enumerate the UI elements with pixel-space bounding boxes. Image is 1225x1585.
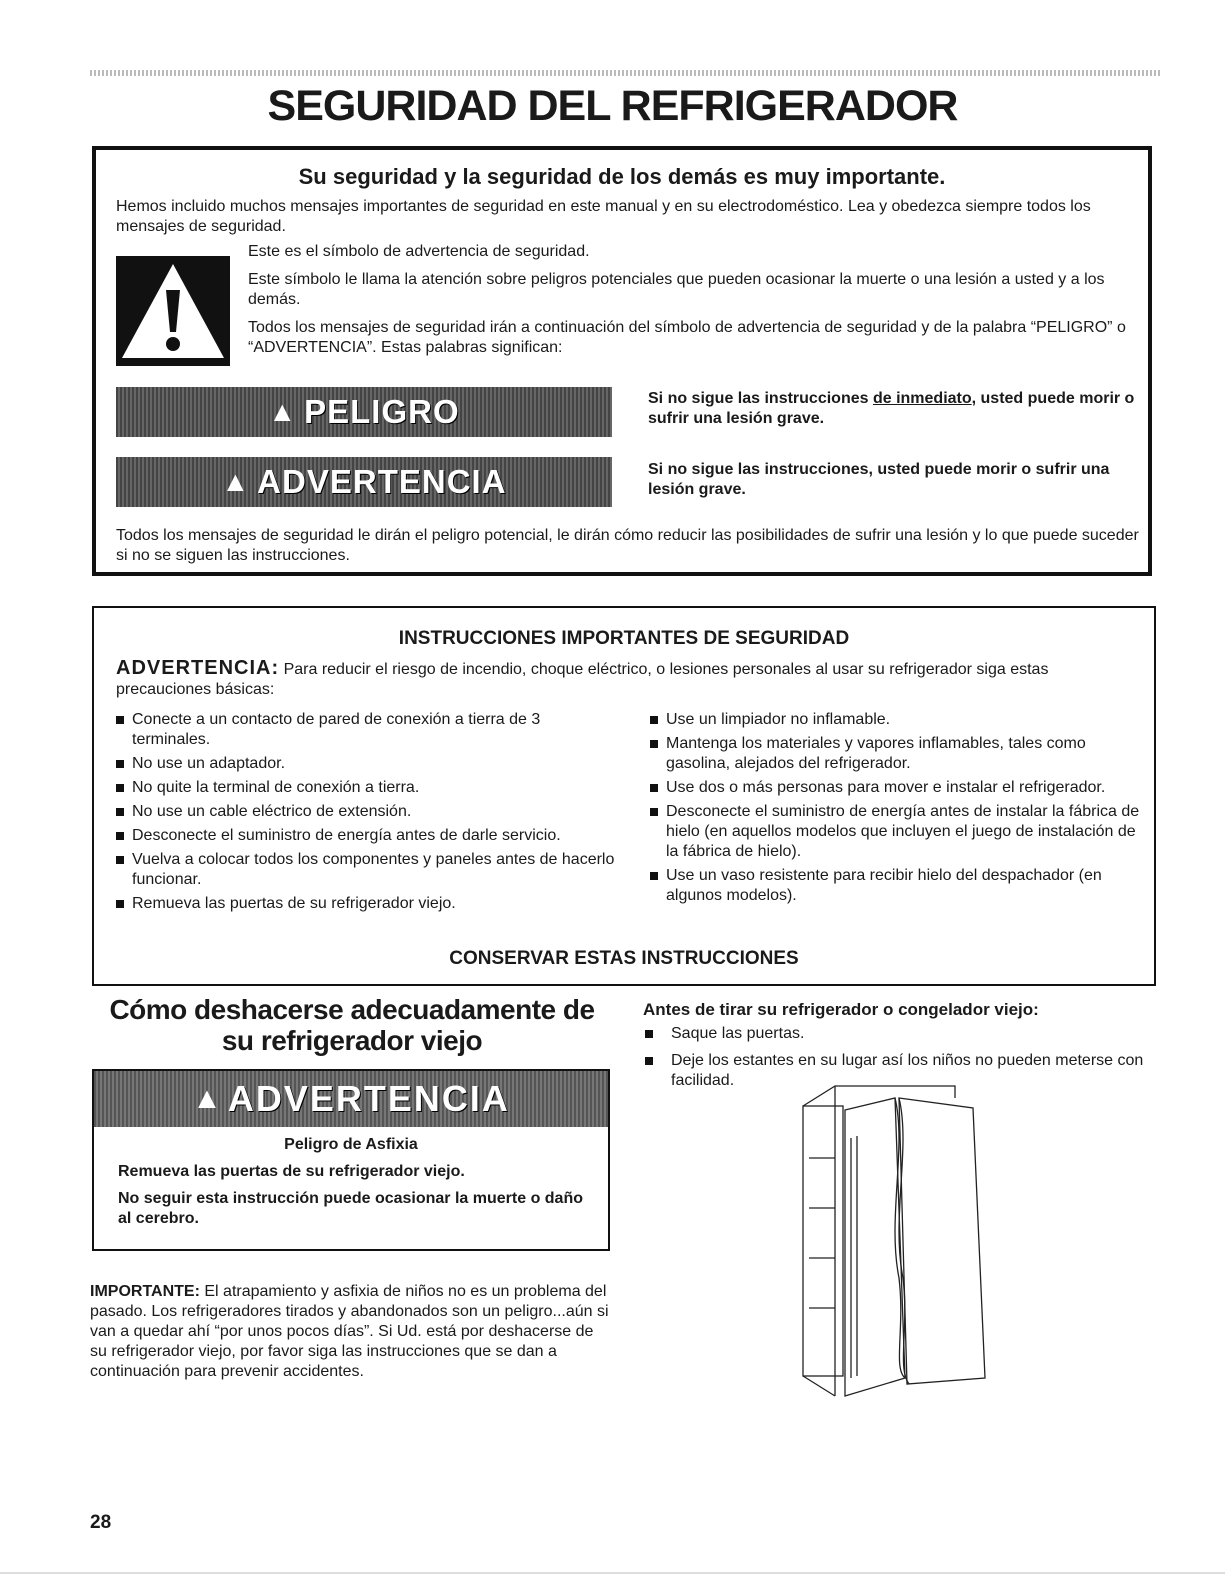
page-title: SEGURIDAD DEL REFRIGERADOR xyxy=(267,82,958,130)
bottom-rule xyxy=(0,1572,1225,1574)
before-disposal-heading: Antes de tirar su refrigerador o congelador viejo: xyxy=(643,1000,1039,1019)
safety-intro-box xyxy=(92,146,1152,576)
list-item: Mantenga los materiales y vapores inflamables, tales como gasolina, alejados del refrigerador. xyxy=(650,734,1140,774)
list-item: Remueva las puertas de su refrigerador viejo. xyxy=(116,894,616,914)
advertencia-banner xyxy=(116,457,612,507)
list-item: Use dos o más personas para mover e instalar el refrigerador. xyxy=(650,778,1140,798)
list-item: Use un limpiador no inflamable. xyxy=(650,710,1140,730)
refrigerator-illustration xyxy=(795,1078,995,1398)
list-item: No use un adaptador. xyxy=(116,754,616,774)
alert-triangle-icon: ▲ xyxy=(192,1082,222,1115)
warning-triangle-icon xyxy=(116,256,230,366)
list-item: No use un cable eléctrico de extensión. xyxy=(116,802,616,822)
list-item: Desconecte el suministro de energía antes de instalar la fábrica de hielo (en aquellos modelos que incluyen el juego de instalación de la fábrica de hielo). xyxy=(650,802,1140,862)
precautions-right-list xyxy=(650,710,1140,910)
advertencia-banner xyxy=(94,1071,608,1127)
safety-outro-text: Todos los mensajes de seguridad le dirán el peligro potencial, le dirán cómo reducir las posibilidades de sufrir una lesión y lo que puede suceder si no se siguen las instrucciones. xyxy=(116,527,1139,564)
disposal-section xyxy=(92,994,612,1056)
symbol-line: Todos los mensajes de seguridad irán a continuación del símbolo de advertencia de seguridad y de la palabra “PELIGRO” o “ADVERTENCIA”. Estas palabras significan: xyxy=(248,319,1126,356)
hazard-consequence: No seguir esta instrucción puede ocasionar la muerte o daño al cerebro. xyxy=(118,1190,583,1227)
list-item: Use un vaso resistente para recibir hielo del despachador (en algunos modelos). xyxy=(650,866,1140,906)
importante-paragraph: IMPORTANTE: El atrapamiento y asfixia de niños no es un problema del pasado. Los refrigeradores tirados y abandonados son un peligro...aún si van a quedar ahí “por unos pocos días”. Si Ud. está por deshacerse de su refrigerador viejo, por favor siga las instrucciones que se dan a continuación para prevenir accidentes. xyxy=(90,1283,609,1380)
page-number: 28 xyxy=(90,1512,112,1533)
advertencia-label: ADVERTENCIA xyxy=(227,1078,510,1119)
disposal-heading: Cómo deshacerse adecuadamente de su refrigerador viejo xyxy=(109,994,595,1056)
symbol-line: Este símbolo le llama la atención sobre peligros potenciales que pueden ocasionar la muerte o una lesión a usted y a los demás. xyxy=(248,271,1105,308)
list-item: Deje los estantes en su lugar así los niños no pueden meterse con facilidad. xyxy=(643,1051,1163,1091)
hazard-title: Peligro de Asfixia xyxy=(284,1136,418,1153)
list-item: No quite la terminal de conexión a tierra. xyxy=(116,778,616,798)
symbol-explanation xyxy=(248,242,1128,366)
hazard-instruction: Remueva las puertas de su refrigerador viejo. xyxy=(118,1163,465,1180)
alert-triangle-icon: ▲ xyxy=(221,466,250,497)
instructions-heading: INSTRUCCIONES IMPORTANTES DE SEGURIDAD xyxy=(398,628,850,649)
list-item: Vuelva a colocar todos los componentes y paneles antes de hacerlo funcionar. xyxy=(116,850,616,890)
conserve-instructions: CONSERVAR ESTAS INSTRUCCIONES xyxy=(449,948,799,969)
precautions-left-list xyxy=(116,710,616,918)
top-rule xyxy=(90,70,1160,76)
peligro-description: Si no sigue las instrucciones de inmediato, usted puede morir o sufrir una lesión grave. xyxy=(648,390,1135,427)
asphyxia-warning-box xyxy=(92,1069,610,1251)
safety-intro-text: Hemos incluido muchos mensajes importantes de seguridad en este manual y en su electrodoméstico. Lea y obedezca siempre todos los mensajes de seguridad. xyxy=(116,198,1091,235)
safety-heading: Su seguridad y la seguridad de los demás es muy importante. xyxy=(298,164,946,189)
symbol-line: Este es el símbolo de advertencia de seguridad. xyxy=(248,243,590,260)
peligro-banner xyxy=(116,387,612,437)
warning-statement: ADVERTENCIA: Para reducir el riesgo de incendio, choque eléctrico, o lesiones personales al usar su refrigerador siga estas precauciones básicas: xyxy=(116,657,1049,698)
peligro-label: PELIGRO xyxy=(304,393,460,430)
alert-triangle-icon: ▲ xyxy=(268,396,297,427)
advertencia-description: Si no sigue las instrucciones, usted puede morir o sufrir una lesión grave. xyxy=(648,461,1110,498)
list-item: Desconecte el suministro de energía antes de darle servicio. xyxy=(116,826,616,846)
list-item: Saque las puertas. xyxy=(643,1024,1163,1044)
list-item: Conecte a un contacto de pared de conexión a tierra de 3 terminales. xyxy=(116,710,616,750)
advertencia-label: ADVERTENCIA xyxy=(257,463,507,500)
important-instructions-box xyxy=(92,606,1156,986)
